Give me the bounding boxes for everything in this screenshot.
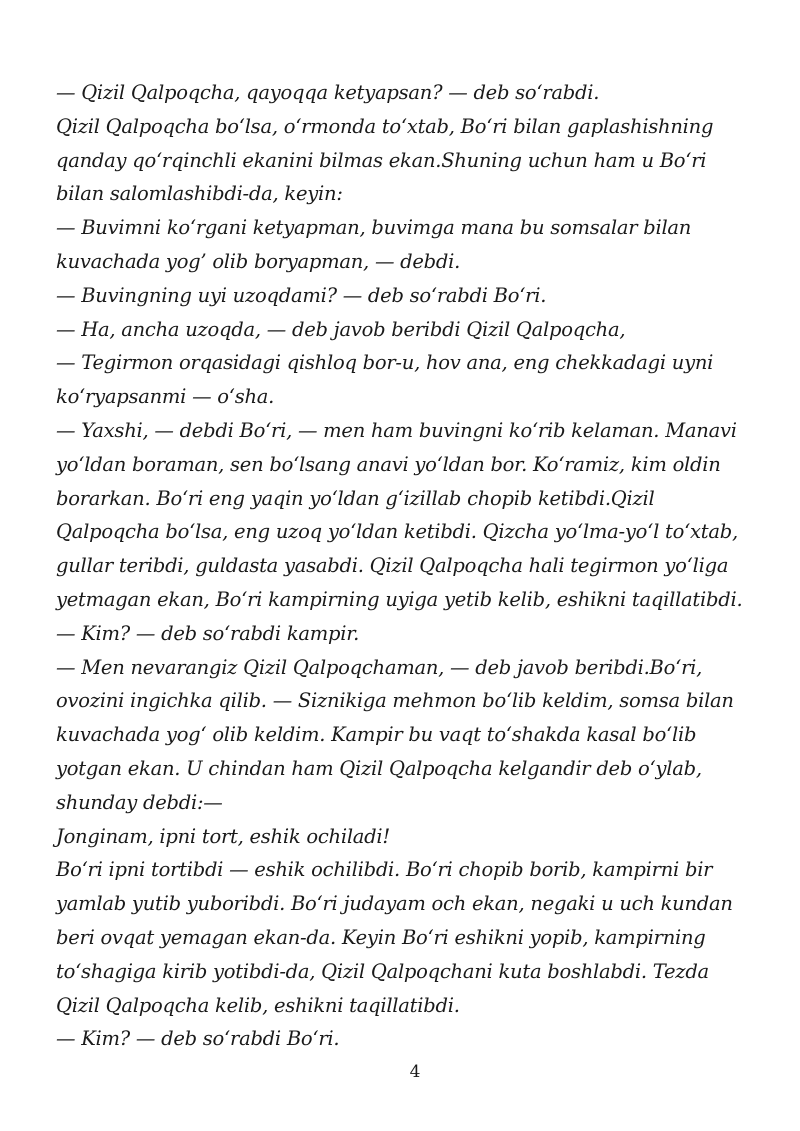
- text-line: kuvachada yog‘ olib keldim. Kampir bu vaqt to‘shakda kasal bo‘lib: [56, 723, 697, 747]
- text-line: — Kim? — deb so‘rabdi kampir.: [56, 621, 360, 645]
- text-line: qanday qo‘rqinchli ekanini bilmas ekan.Shuning uchun ham u Bo‘ri: [56, 148, 707, 172]
- text-line: Qizil Qalpoqcha bo‘lsa, o‘rmonda to‘xtab, Bo‘ri bilan gaplashishning: [56, 114, 714, 138]
- text-line: — Buvimni ko‘rgani ketyapman, buvimga mana bu somsalar bilan: [56, 216, 692, 240]
- text-line: kuvachada yog’ olib boryapman, — debdi.: [56, 249, 461, 273]
- text-line: yo‘ldan boraman, sen bo‘lsang anavi yo‘ldan bor. Ko‘ramiz, kim oldin: [56, 452, 721, 476]
- text-line: bilan salomlashibdi-da, keyin:: [56, 182, 343, 206]
- text-line: borarkan. Bo‘ri eng yaqin yo‘ldan g‘izillab chopib ketibdi.Qizil: [56, 486, 655, 510]
- story-text: [56, 76, 776, 1056]
- text-line: Qizil Qalpoqcha kelib, eshikni taqillatibdi.: [56, 993, 460, 1017]
- text-line: — Tegirmon orqasidagi qishloq bor-u, hov ana, eng chekkadagi uyni: [56, 351, 714, 375]
- text-line: — Men nevarangiz Qizil Qalpoqchaman, — deb javob beribdi.Bo‘ri,: [56, 655, 703, 679]
- text-line: yamlab yutib yuboribdi. Bo‘ri judayam och ekan, negaki u uch kundan: [56, 892, 733, 916]
- page-number: 4: [409, 1062, 421, 1082]
- text-line: to‘shagiga kirib yotibdi-da, Qizil Qalpoqchani kuta boshlabdi. Tezda: [56, 959, 709, 983]
- text-line: Jonginam, ipni tort, eshik ochiladi!: [56, 824, 390, 848]
- text-line: — Buvingning uyi uzoqdami? — deb so‘rabdi Bo‘ri.: [56, 283, 547, 307]
- text-line: yetmagan ekan, Bo‘ri kampirning uyiga yetib kelib, eshikni taqillatibdi.: [56, 587, 743, 611]
- text-line: ovozini ingichka qilib. — Siznikiga mehmon bo‘lib keldim, somsa bilan: [56, 689, 734, 713]
- text-line: — Qizil Qalpoqcha, qayoqqa ketyapsan? — deb so‘rabdi.: [56, 81, 600, 104]
- text-line: Qalpoqcha bo‘lsa, eng uzoq yo‘ldan ketibdi. Qizcha yo‘lma-yo‘l to‘xtab,: [56, 520, 738, 544]
- text-line: shunday debdi:—: [56, 790, 223, 814]
- text-line: — Kim? — deb so‘rabdi Bo‘ri.: [56, 1027, 340, 1051]
- text-line: — Ha, ancha uzoqda, — deb javob beribdi Qizil Qalpoqcha,: [56, 317, 626, 341]
- text-line: ko‘ryapsanmi — o‘sha.: [56, 385, 275, 409]
- text-line: gullar teribdi, guldasta yasabdi. Qizil Qalpoqcha hali tegirmon yo‘liga: [56, 554, 729, 578]
- text-line: Bo‘ri ipni tortibdi — eshik ochilibdi. Bo‘ri chopib borib, kampirni bir: [56, 858, 713, 882]
- text-line: yotgan ekan. U chindan ham Qizil Qalpoqcha kelgandir deb o‘ylab,: [56, 756, 702, 780]
- text-line: — Yaxshi, — debdi Bo‘ri, — men ham buvingni ko‘rib kelaman. Manavi: [56, 418, 737, 442]
- text-line: beri ovqat yemagan ekan-da. Keyin Bo‘ri eshikni yopib, kampirning: [56, 925, 706, 949]
